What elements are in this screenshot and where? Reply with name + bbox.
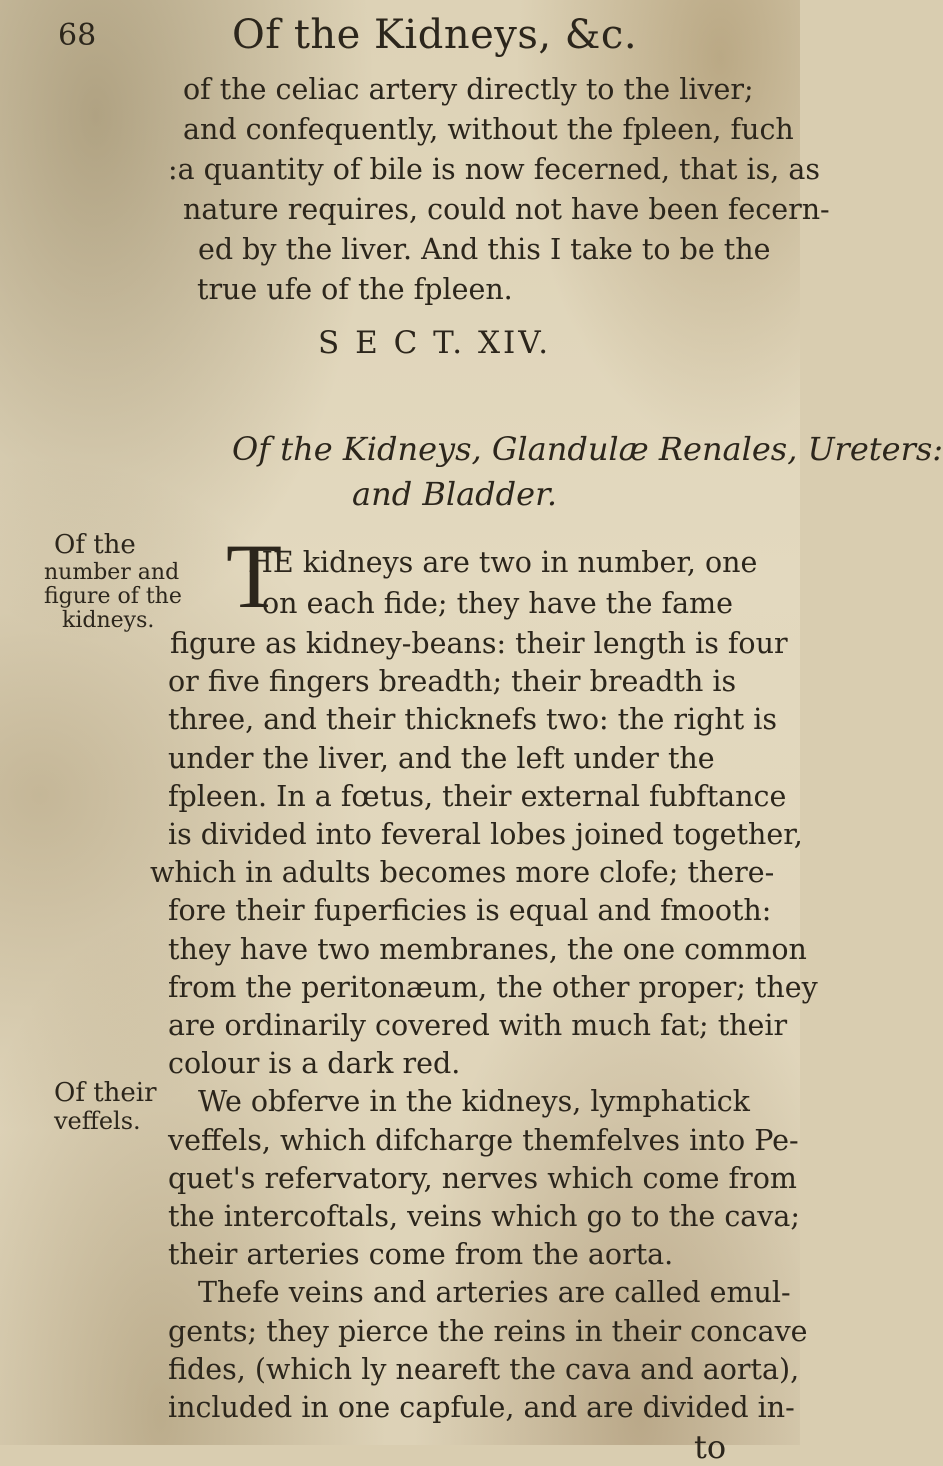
running-head: Of the Kidneys, &c. xyxy=(232,12,638,58)
drop-cap: T xyxy=(226,525,283,627)
page-header xyxy=(0,6,800,66)
marginal-line: figure of the xyxy=(44,584,182,609)
text-line: under the liver, and the left under the xyxy=(168,741,715,775)
text-line: their arteries come from the aorta. xyxy=(168,1238,674,1272)
marginal-line: kidneys. xyxy=(62,608,155,633)
text-line: Thefe veins and arteries are called emul- xyxy=(198,1276,791,1310)
text-line: colour is a dark red. xyxy=(168,1047,461,1081)
marginal-line: veffels. xyxy=(54,1107,141,1135)
text-line: :a quantity of bile is now fecerned, that is, as xyxy=(168,153,820,186)
text-line: they have two membranes, the one common xyxy=(168,932,807,966)
text-line: which in adults becomes more clofe; there- xyxy=(150,856,775,890)
text-line: We obferve in the kidneys, lymphatick xyxy=(198,1085,750,1119)
text-line: included in one capfule, and are divided in- xyxy=(168,1391,795,1424)
text-line: quet's refervatory, nerves which come from xyxy=(168,1161,797,1195)
catchword: to xyxy=(694,1428,727,1466)
marginal-line: Of their xyxy=(54,1078,157,1108)
text-line: the intercoftals, veins which go to the cava; xyxy=(168,1200,800,1233)
marginal-line: number and xyxy=(44,560,180,585)
text-line: true ufe of the fpleen. xyxy=(197,273,513,306)
text-line: fore their fuperficies is equal and fmooth: xyxy=(168,894,772,928)
text-line: from the peritonæum, the other proper; they xyxy=(168,970,818,1004)
marginal-line: Of the xyxy=(54,530,136,560)
text-line: figure as kidney-beans: their length is four xyxy=(170,627,788,660)
text-line: nature requires, could not have been fecern- xyxy=(183,193,830,226)
text-line: and confequently, without the fpleen, fuch xyxy=(183,113,794,146)
section-subtitle-continued: and Bladder. xyxy=(352,475,558,513)
text-line: HE kidneys are two in number, one xyxy=(248,546,758,579)
text-line: are ordinarily covered with much fat; their xyxy=(168,1009,788,1042)
section-title: S E C T. XIV. xyxy=(318,325,552,361)
text-line: veffels, which difcharge themfelves into Pe- xyxy=(168,1123,799,1157)
text-line: or five fingers breadth; their breadth is xyxy=(168,665,737,699)
text-line: on each fide; they have the fame xyxy=(262,587,733,620)
text-line: gents; they pierce the reins in their concave xyxy=(168,1314,808,1348)
text-line: fpleen. In a fœtus, their external fubftance xyxy=(168,779,787,813)
section-subtitle: Of the Kidneys, Glandulæ Renales, Ureters: xyxy=(232,430,943,468)
text-line: ed by the liver. And this I take to be the xyxy=(198,233,771,266)
text-line: fides, (which ly neareft the cava and aorta), xyxy=(168,1352,800,1386)
text-line: of the celiac artery directly to the liver; xyxy=(183,73,754,106)
page-number: 68 xyxy=(58,18,97,53)
text-line: is divided into feveral lobes joined together, xyxy=(168,818,803,851)
text-line: three, and their thicknefs two: the right is xyxy=(168,703,778,737)
